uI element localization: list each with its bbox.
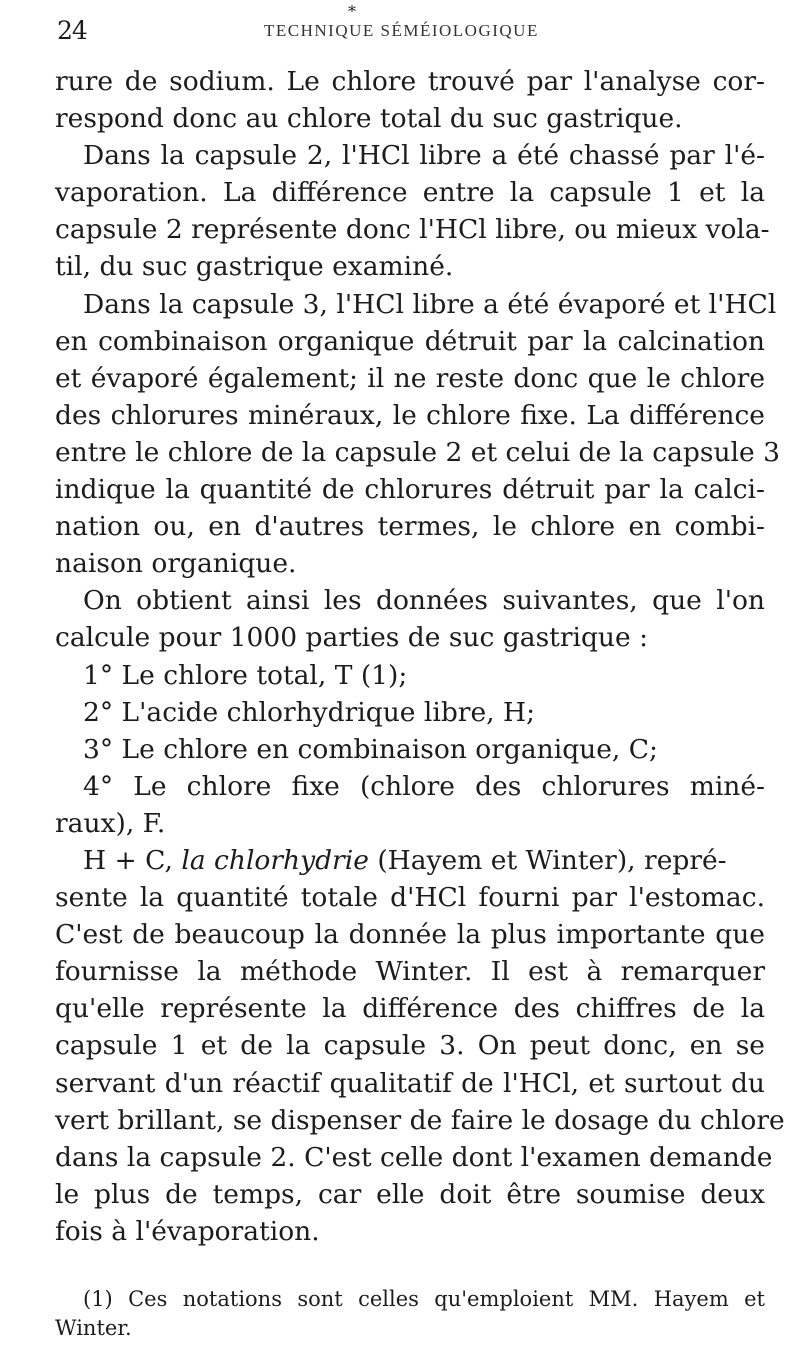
footnote [55, 1285, 765, 1343]
text-line: fois à l'évaporation. [55, 1215, 320, 1247]
text-segment: (Hayem et Winter), repré- [368, 844, 727, 876]
text-line: entre le chlore de la capsule 2 et celui de la capsule 3 [55, 436, 780, 468]
body-text [55, 63, 785, 1250]
list-item: 2° L'acide chlorhydrique libre, H; [83, 696, 536, 728]
page-header [57, 16, 770, 44]
text-line: dans la capsule 2. C'est celle dont l'examen demande [55, 1141, 773, 1173]
text-line: til, du suc gastrique examiné. [55, 251, 454, 283]
text-line: capsule 2 représente donc l'HCl libre, ou mieux vola- [55, 214, 770, 246]
page-number: 24 [57, 16, 87, 45]
text-segment: H + C, [83, 844, 182, 876]
text-line: fournisse la méthode Winter. Il est à remarquer [55, 956, 765, 988]
list-item: 4° Le chlore fixe (chlore des chlorures miné- [83, 770, 765, 802]
text-line: des chlorures minéraux, le chlore fixe. La différence [55, 399, 765, 431]
text-line: indique la quantité de chlorures détruit par la calci- [55, 474, 765, 506]
text-line: C'est de beaucoup la donnée la plus importante que [55, 919, 765, 951]
text-line: Dans la capsule 2, l'HCl libre a été chassé par l'é- [83, 140, 765, 172]
footnote-line: Winter. [55, 1316, 132, 1340]
running-title: TECHNIQUE SÉMÉIOLOGIQUE [264, 21, 539, 40]
text-line: nation ou, en d'autres termes, le chlore en combi- [55, 511, 765, 543]
text-line: rure de sodium. Le chlore trouvé par l'analyse cor- [55, 66, 765, 97]
text-line: vert brillant, se dispenser de faire le dosage du chlore [55, 1104, 785, 1136]
text-line: raux), F. [55, 807, 166, 839]
list-item: 1° Le chlore total, T (1); [83, 659, 408, 691]
list-item: 3° Le chlore en combinaison organique, C; [83, 733, 658, 765]
text-line: et évaporé également; il ne reste donc que le chlore [55, 362, 765, 394]
text-line: On obtient ainsi les données suivantes, que l'on [83, 585, 765, 617]
text-line: qu'elle représente la différence des chiffres de la [55, 993, 765, 1025]
text-line: naison organique. [55, 548, 297, 580]
text-line: respond donc au chlore total du suc gastrique. [55, 103, 683, 135]
text-line: vaporation. La différence entre la capsule 1 et la [55, 177, 765, 209]
text-line: calcule pour 1000 parties de suc gastrique : [55, 622, 649, 654]
text-line: le plus de temps, car elle doit être soumise deux [55, 1178, 765, 1210]
text-line: capsule 1 et de la capsule 3. On peut donc, en se [55, 1030, 765, 1062]
text-line: servant d'un réactif qualitatif de l'HCl, et surtout du [55, 1067, 765, 1099]
print-mark: * [348, 2, 356, 21]
text-line: Dans la capsule 3, l'HCl libre a été évaporé et l'HCl [83, 288, 777, 320]
footnote-line: (1) Ces notations sont celles qu'emploient MM. Hayem et [83, 1287, 765, 1311]
term-chlorhydrie: la chlorhydrie [181, 844, 369, 876]
text-line: en combinaison organique détruit par la calcination [55, 325, 765, 357]
text-line: sente la quantité totale d'HCl fourni par l'estomac. [55, 882, 765, 914]
text-line [55, 842, 765, 879]
